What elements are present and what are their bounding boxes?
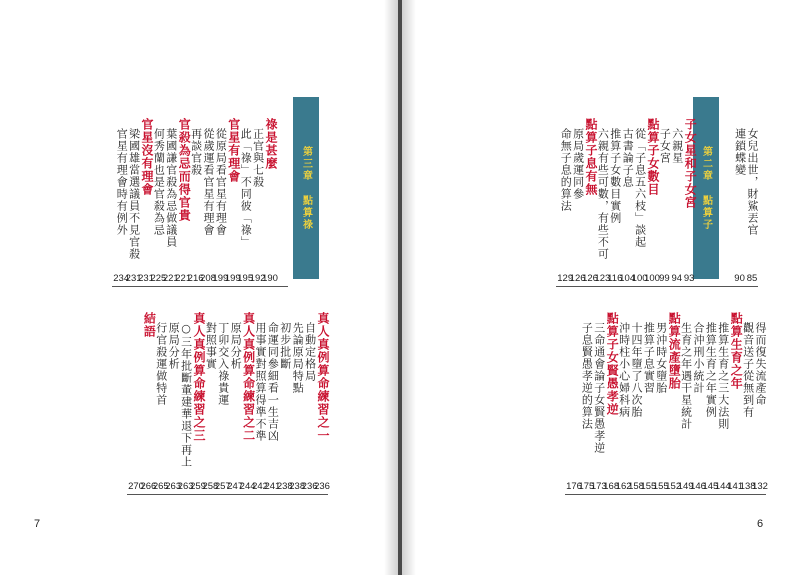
right_page-lower-entry-0: 得而復失流產命 bbox=[754, 322, 767, 406]
left_page-lower-entry-12: 原局分析 bbox=[167, 322, 181, 370]
left_page-upper-page-7: 221 bbox=[175, 273, 192, 284]
left_page-upper-rule bbox=[112, 286, 288, 287]
right_page-upper-entry-2: 子女星和子女宮 bbox=[683, 118, 698, 209]
left_page-lower-page-0: 236 bbox=[314, 481, 330, 492]
right_page-lower-page-0: 132 bbox=[752, 481, 768, 492]
left_page-upper-page-5: 208 bbox=[200, 273, 216, 284]
right_page-lower-page-6: 149 bbox=[677, 481, 694, 492]
right_page-upper-page-11: 126 bbox=[569, 273, 586, 284]
right_page-lower-page-12: 168 bbox=[603, 481, 620, 492]
right_page-lower-entry-3: 推算生育之三大法則 bbox=[716, 322, 730, 430]
left_page-lower-entry-13: 行官殺運做特首 bbox=[154, 322, 168, 406]
left_page-lower-entry-1: 自動定格局 bbox=[303, 322, 317, 382]
right_page-lower-entry-5: 合沖刑小統計 bbox=[692, 322, 705, 394]
left_page-upper-page-6: 216 bbox=[187, 273, 204, 284]
right_page-lower-entry-1: 觀音送子從無到有 bbox=[741, 322, 755, 418]
right_page-upper-entry-7: 古書論子息 bbox=[621, 128, 635, 188]
left_page-lower-page-5: 242 bbox=[252, 481, 268, 492]
left_page-lower-page-3: 238 bbox=[276, 481, 293, 492]
left_page-lower-page-15: 270 bbox=[128, 481, 144, 492]
left_page-upper-entry-2: 此「祿」不同彼「祿」 bbox=[239, 128, 253, 248]
right_page-lower-entry-14: 子息賢愚孝逆的算法 bbox=[580, 322, 594, 430]
right_page-upper-entry-6: 從「子息五六枝」談起 bbox=[633, 128, 647, 248]
left_page-upper-page-2: 195 bbox=[237, 273, 254, 284]
left_page-lower-page-6: 244 bbox=[239, 481, 256, 492]
right_page-upper-page-0: 85 bbox=[746, 273, 758, 284]
left_page-lower-entry-10: 真人真例算命練習之三 bbox=[192, 312, 206, 442]
right_page-lower-page-9: 155 bbox=[640, 481, 657, 492]
left_page-upper-entry-3: 官星有理會 bbox=[226, 118, 241, 183]
right_page-upper-entry-10: 點算子息有無 bbox=[584, 118, 598, 196]
left_page-upper-entry-7: 官殺為忌而得官貴 bbox=[177, 118, 192, 222]
left_page-upper-page-10: 231 bbox=[138, 273, 154, 284]
left_page-lower-entry-14: 結語 bbox=[142, 312, 157, 338]
right_page-upper-page-8: 116 bbox=[607, 273, 623, 284]
right_page-lower-entry-13: 三命通會論子女賢愚孝逆 bbox=[592, 322, 606, 454]
right_page-lower-entry-9: 推算子息實習 bbox=[642, 322, 656, 394]
right_page-lower-entry-12: 點算子女賢愚孝逆 bbox=[605, 312, 620, 416]
right_page-lower-page-5: 146 bbox=[690, 481, 706, 492]
right_page-lower-entry-11: 沖時柱小心婦科病 bbox=[617, 322, 631, 418]
right_page-lower-page-3: 144 bbox=[714, 481, 731, 492]
right_page-upper-page-1: 90 bbox=[734, 273, 745, 284]
left_page-lower-entry-4: 命運同參細看一生吉凶 bbox=[266, 322, 280, 442]
right_page-upper-rule bbox=[556, 286, 758, 287]
right_page-upper-entry-3: 六親星 bbox=[670, 128, 684, 164]
left_page-lower-entry-5: 用事實對照算得準不準 bbox=[254, 322, 267, 442]
right_page-upper-entry-0: 女兒出世，財鯊丟官 bbox=[746, 128, 759, 236]
right_page-lower-page-11: 162 bbox=[615, 481, 632, 492]
right_page-lower-page-14: 175 bbox=[578, 481, 595, 492]
right_page-upper-entry-11: 原局歲運同參 bbox=[571, 128, 585, 200]
right_page-lower-entry-7: 點算流產墮胎 bbox=[667, 312, 682, 390]
left_page-lower-entry-3: 初步批斷 bbox=[278, 322, 292, 370]
left_page-upper-page-0: 190 bbox=[262, 273, 278, 284]
book-spine bbox=[398, 0, 402, 575]
left_page-lower-page-9: 258 bbox=[202, 481, 219, 492]
left_page-upper-page-9: 225 bbox=[150, 273, 167, 284]
left_page-chapter-banner bbox=[293, 97, 319, 279]
left_page-lower-page-14: 266 bbox=[140, 481, 157, 492]
right_page-lower-entry-4: 推算生育之年實例 bbox=[704, 322, 718, 418]
left_page-lower-entry-0: 真人真例算命練習之一 bbox=[316, 312, 330, 442]
right_page-upper-entry-12: 命無子息的算法 bbox=[559, 128, 573, 212]
right_page-upper-page-5: 100 bbox=[644, 273, 660, 284]
left_page-lower-entry-11: ○三年批斷董建華退下再上 bbox=[179, 322, 193, 468]
right_page-lower-page-7: 152 bbox=[665, 481, 682, 492]
left_page-upper-page-12: 234 bbox=[113, 273, 130, 284]
left_page-lower-entry-2: 先論原局特點 bbox=[291, 322, 305, 394]
left_page-lower-entry-8: 丁卯交入祿貴運 bbox=[216, 322, 230, 406]
left_page-lower-page-11: 263 bbox=[177, 481, 194, 492]
right_page-upper-entry-9: 六親有些可數，有些不可 bbox=[596, 128, 610, 260]
right_page-lower-page-13: 173 bbox=[590, 481, 607, 492]
left_page-upper-page-8: 221 bbox=[162, 273, 179, 284]
left_page-upper-page-3: 199 bbox=[224, 273, 241, 284]
left_page-upper-page-1: 192 bbox=[249, 273, 266, 284]
right_page-lower-page-2: 141 bbox=[727, 481, 744, 492]
right_page-upper-entry-8: 推算子女數目實例 bbox=[608, 128, 622, 224]
left_page-upper-entry-10: 官星沒有理會 bbox=[140, 118, 154, 196]
left_page-lower-entry-9: 對照事實 bbox=[204, 322, 218, 370]
right_page-lower-page-15: 176 bbox=[566, 481, 582, 492]
left_page-lower-entry-6: 真人真例算命練習之二 bbox=[241, 312, 256, 442]
left_page-lower-page-7: 247 bbox=[227, 481, 244, 492]
right_page-upper-page-9: 123 bbox=[594, 273, 611, 284]
right_page-upper-entry-1: 連鎖蝶變 bbox=[733, 128, 747, 176]
right_page-lower-entry-6: 生育之年遇干星統計 bbox=[679, 322, 693, 430]
left_page-upper-entry-4: 從原局看官星有理會 bbox=[214, 128, 228, 236]
left_page-upper-entry-12: 官星有理會時有例外 bbox=[115, 128, 129, 236]
right_page-lower-page-4: 145 bbox=[702, 481, 719, 492]
left_page-lower-page-4: 241 bbox=[264, 481, 281, 492]
left_page-lower-page-10: 259 bbox=[190, 481, 206, 492]
right_page-upper-page-12: 129 bbox=[557, 273, 574, 284]
left_page-upper-entry-8: 葉國謙官殺為忌做議員 bbox=[164, 128, 178, 248]
left_page-upper-entry-9: 何秀蘭也是官殺為忌 bbox=[152, 128, 166, 236]
right_page-upper-page-6: 100 bbox=[631, 273, 648, 284]
left_page-lower-page-12: 263 bbox=[165, 481, 182, 492]
spine-shadow-right bbox=[402, 0, 416, 575]
left_page-upper-entry-6: 再談官殺 bbox=[189, 128, 203, 176]
left_page-upper-page-11: 231 bbox=[125, 273, 142, 284]
right-folio: 6 bbox=[757, 518, 764, 530]
right_page-upper-entry-5: 點算子女數目 bbox=[646, 118, 660, 196]
left_page-upper-page-4: 199 bbox=[212, 273, 229, 284]
right_page-upper-page-2: 93 bbox=[683, 273, 695, 284]
left_page-upper-entry-11: 梁國雄當選議員不見官殺 bbox=[127, 128, 141, 260]
right_page-upper-page-10: 126 bbox=[582, 273, 598, 284]
left_page-lower-page-2: 238 bbox=[289, 481, 306, 492]
left_page-lower-page-13: 265 bbox=[152, 481, 169, 492]
right_page-upper-page-3: 94 bbox=[671, 273, 683, 284]
left_page-lower-page-8: 257 bbox=[214, 481, 231, 492]
spine-shadow-left bbox=[384, 0, 398, 575]
left_page-upper-entry-0: 祿是甚麼 bbox=[264, 118, 278, 170]
right_page-lower-page-10: 158 bbox=[628, 481, 644, 492]
right_page-lower-entry-2: 點算生育之年 bbox=[729, 312, 744, 390]
right_page-upper-page-4: 99 bbox=[659, 273, 670, 284]
left_page-lower-rule bbox=[127, 494, 328, 495]
left_page-upper-entry-1: 正官與七殺 bbox=[251, 128, 265, 188]
left_page-upper-entry-5: 從歲運看官星有理會 bbox=[202, 128, 215, 236]
right_page-lower-page-8: 155 bbox=[652, 481, 669, 492]
left-folio: 7 bbox=[34, 518, 41, 530]
right_page-lower-entry-10: 十四年墮了八次胎 bbox=[630, 322, 643, 418]
right_page-lower-rule bbox=[565, 494, 766, 495]
right_page-upper-page-7: 104 bbox=[619, 273, 636, 284]
right_page-lower-entry-8: 男沖時女墮胎 bbox=[654, 322, 668, 394]
left_page-lower-page-1: 236 bbox=[301, 481, 318, 492]
left_page-lower-entry-7: 原局分析 bbox=[229, 322, 243, 370]
chapter-title: 第二章 點算子 bbox=[700, 145, 712, 231]
right_page-lower-page-1: 138 bbox=[739, 481, 756, 492]
right_page-upper-entry-4: 子女宮 bbox=[658, 128, 672, 164]
chapter-title: 第三章 點算祿 bbox=[300, 145, 312, 231]
